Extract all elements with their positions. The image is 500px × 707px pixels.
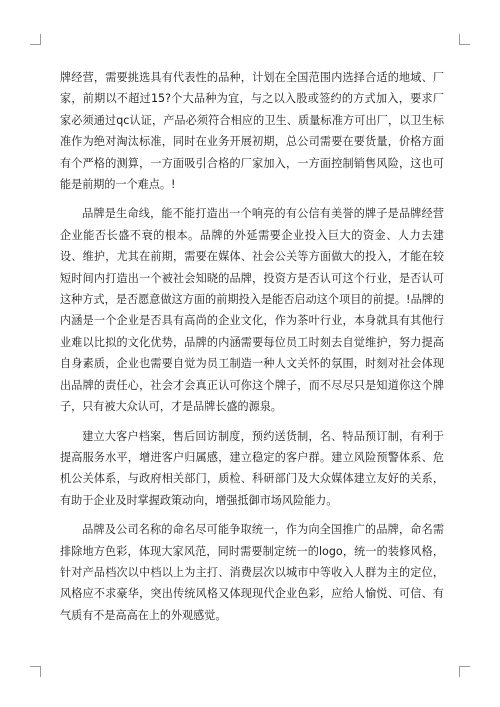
- paragraph-3: 建立大客户档案，售后回访制度，预约送货制，名、特品预订制，有利于提高服务水平，增进客户归属感，建立稳定的客户群。建立风险预警体系、危机公关体系，与政府相关部门，质检、科研部门及大众媒体建立友好的关系，有助于企业及时掌握政策动向，增强抵御市场风险能力。: [60, 429, 444, 507]
- crop-mark-bottom-right: [459, 666, 470, 677]
- paragraph-1: 牌经营，需要挑选具有代表性的品种，计划在全国范围内选择合适的地域、厂家，前期以不超过15?个大品种为宜，与之以入股或签约的方式加入，要求厂家必须通过qc认证，产品必须符合相应的卫生、质量标准方可出厂，以卫生标准作为绝对淘汰标准，同时在业务开展初期，总公司需要在要货量，价格方面有个严格的测算，一方面吸引合格的厂家加入，一方面控制销售风险，这也可能是前期的一个难点。!: [60, 71, 444, 192]
- paragraph-2: 品牌是生命线，能不能打造出一个响亮的有公信有美誉的牌子是品牌经营企业能否长盛不衰的根本。品牌的外延需要企业投入巨大的资金、人力去建设、维护，尤其在前期，需要在媒体、社会公关等方面做大的投入，才能在较短时间内打造出一个被社会知晓的品牌，投资方是否认可这个行业，是否认可这种方式，是否愿意做这方面的前期投入是能否启动这个项目的前提。!品牌的内涵是一个企业是否具有高尚的企业文化，作为茶叶行业，本身就具有其他行业难以比拟的文化优势，品牌的内涵需要每位员工时刻去自觉维护，努力提高自身素质，企业也需要自觉为员工制造一种人文关怀的氛围，时刻对社会体现出品牌的责任心，社会才会真正认可你这个牌子，而不尽尽只是知道你这个牌子，只有被大众认可，才是品牌长盛的源泉。: [60, 207, 444, 414]
- crop-mark-top-left: [30, 34, 41, 45]
- crop-mark-bottom-left: [30, 666, 41, 677]
- crop-mark-top-right: [459, 34, 470, 45]
- paragraph-4: 品牌及公司名称的命名尽可能争取统一，作为向全国推广的品牌，命名需排除地方色彩，体现大家风范，同时需要制定统一的logo，统一的装修风格，针对产品档次以中档以上为主打、消费层次以城市中等收入人群为主的定位，风格应不求豪华，突出传统风格又体现现代企业色彩，应给人愉悦、可信、有气质有不是高高在上的外观感觉。: [60, 523, 444, 622]
- document-body: [60, 67, 444, 634]
